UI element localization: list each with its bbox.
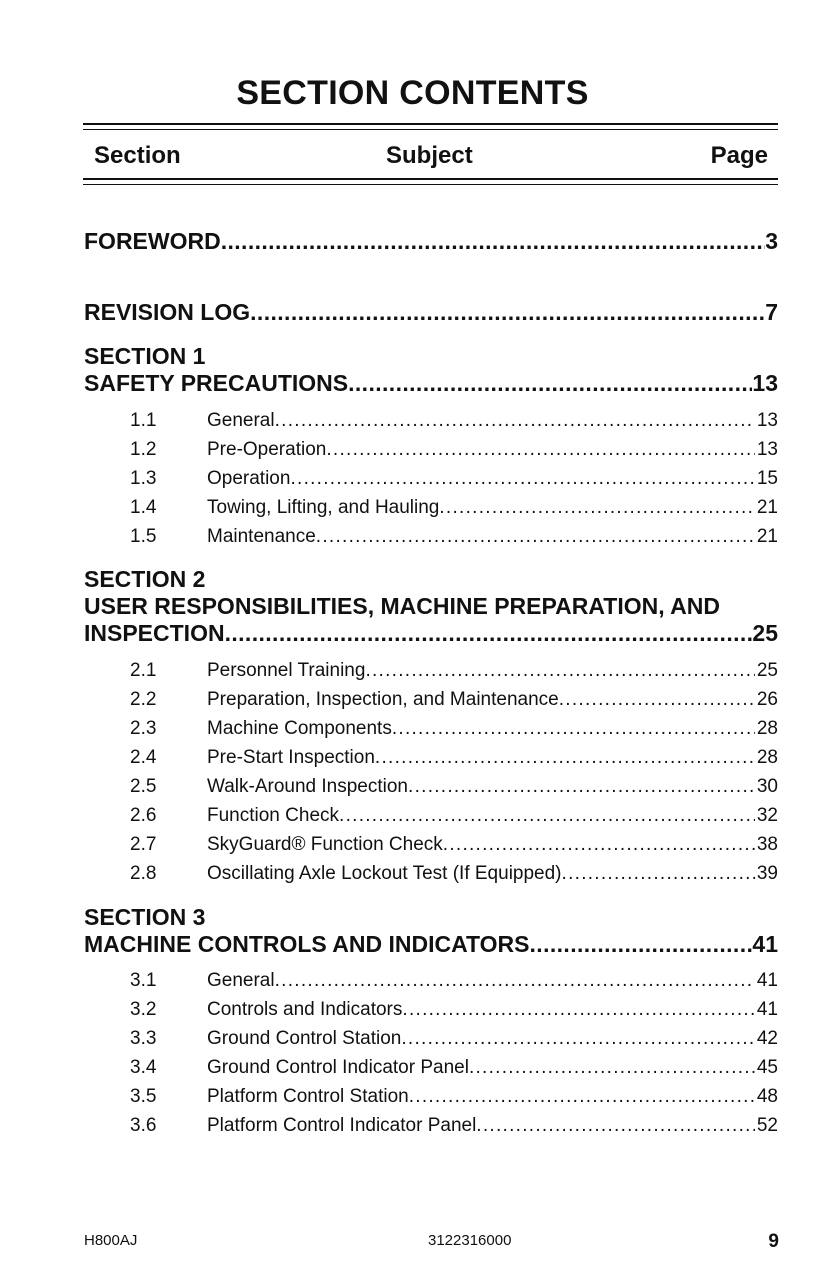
header-subject-label: Subject [386,142,473,169]
toc-subentry-label: Controls and Indicators [207,999,403,1020]
toc-entry-section-1[interactable] [84,370,778,397]
dot-leader [290,468,754,490]
dot-leader [275,410,755,432]
toc-entry-revision-log[interactable] [84,299,778,326]
dot-leader [401,1028,755,1050]
toc-subentry-page: 26 [756,689,778,710]
dot-leader [402,999,754,1021]
toc-subentry[interactable] [130,1028,778,1050]
toc-subentry-page: 42 [756,1028,778,1049]
toc-subentry-page: 13 [756,439,778,460]
dot-leader [476,1115,755,1137]
toc-subentry-number: 1.3 [130,468,157,489]
toc-subentry-label: Towing, Lifting, and Hauling [207,497,440,518]
dot-leader [365,660,754,682]
toc-subentry-label: General [207,410,275,431]
toc-entry-page: 41 [752,931,778,957]
toc-subentry-label: Maintenance [207,526,316,547]
toc-subentry[interactable] [130,497,778,519]
toc-subentry[interactable] [130,747,778,769]
toc-subentry-page: 48 [756,1086,778,1107]
toc-subentry-number: 2.8 [130,863,157,884]
toc-subentry-number: 3.5 [130,1086,157,1107]
toc-subentry-label: Operation [207,468,291,489]
toc-subentry[interactable] [130,410,778,432]
toc-entry-label: SAFETY PRECAUTIONS [84,370,349,396]
toc-subentry[interactable] [130,689,778,711]
toc-subentry-label: Function Check [207,805,340,826]
toc-subentry-label: Pre-Start Inspection [207,747,375,768]
toc-entry-label: INSPECTION [84,620,225,646]
header-page-label: Page [710,142,768,169]
toc-subentry-page: 28 [756,718,778,739]
footer-page-number: 9 [768,1231,779,1252]
toc-subentry-label: Platform Control Indicator Panel [207,1115,477,1136]
toc-subentry-number: 3.1 [130,970,157,991]
dot-leader [559,689,755,711]
dot-leader [443,834,755,856]
toc-subentry-number: 1.1 [130,410,157,431]
dot-leader [562,863,755,885]
toc-entry-label: FOREWORD [84,228,221,254]
footer-model: H800AJ [84,1232,138,1249]
toc-subentry-number: 2.5 [130,776,157,797]
toc-subentry[interactable] [130,805,778,827]
toc-entry-page: 25 [752,620,778,646]
toc-subentry-page: 30 [756,776,778,797]
toc-subentry[interactable] [130,1057,778,1079]
toc-subentry-label: Walk-Around Inspection [207,776,409,797]
toc-subentry[interactable] [130,863,778,885]
toc-subentry-page: 21 [756,497,778,518]
dot-leader [348,370,752,397]
toc-subentry-label: Oscillating Axle Lockout Test (If Equipped) [207,863,562,884]
toc-subentry-page: 38 [756,834,778,855]
dot-leader [375,747,755,769]
dot-leader [339,805,755,827]
toc-subentry-page: 41 [756,999,778,1020]
dot-leader [392,718,755,740]
toc-subentry-number: 2.6 [130,805,157,826]
dot-leader [439,497,754,519]
toc-subentry-label: Ground Control Indicator Panel [207,1057,469,1078]
toc-subentry-label: Pre-Operation [207,439,327,460]
toc-subentry-number: 1.4 [130,497,157,518]
toc-subentry-page: 45 [756,1057,778,1078]
toc-subentry[interactable] [130,1086,778,1108]
toc-entry-page: 7 [765,299,778,325]
toc-subentry-page: 52 [756,1115,778,1136]
toc-subentry-label: Personnel Training [207,660,366,681]
toc-subentry-page: 25 [756,660,778,681]
toc-subentry-number: 2.4 [130,747,157,768]
header-rule-top [83,123,778,130]
page-title: SECTION CONTENTS [236,74,589,112]
dot-leader [225,620,753,647]
toc-entry-page: 3 [765,228,778,254]
toc-subentry-number: 3.4 [130,1057,157,1078]
dot-leader [275,970,755,992]
toc-subentry-page: 28 [756,747,778,768]
toc-subentry-number: 1.2 [130,439,157,460]
toc-subentry-page: 41 [756,970,778,991]
toc-subentry-page: 21 [756,526,778,547]
toc-subentry[interactable] [130,1115,778,1137]
dot-leader [409,1086,755,1108]
toc-entry-label: REVISION LOG [84,299,251,325]
toc-subentry-number: 3.6 [130,1115,157,1136]
toc-subentry[interactable] [130,718,778,740]
section-title-line: USER RESPONSIBILITIES, MACHINE PREPARATION, AND [84,593,720,619]
section-heading: SECTION 1 [84,343,206,369]
section-heading: SECTION 3 [84,904,206,930]
toc-subentry-label: General [207,970,275,991]
dot-leader [250,299,765,326]
toc-subentry[interactable] [130,834,778,856]
header-section-label: Section [94,142,181,169]
toc-subentry-label: Platform Control Station [207,1086,409,1107]
footer-part-number: 3122316000 [428,1232,512,1249]
toc-subentry-label: Machine Components [207,718,392,739]
toc-subentry[interactable] [130,970,778,992]
toc-subentry[interactable] [130,468,778,490]
toc-subentry-label: Ground Control Station [207,1028,402,1049]
dot-leader [316,526,755,548]
toc-subentry-page: 32 [756,805,778,826]
toc-subentry-number: 2.2 [130,689,157,710]
dot-leader [469,1057,755,1079]
toc-subentry[interactable] [130,526,778,548]
toc-subentry-number: 1.5 [130,526,157,547]
toc-subentry-page: 13 [756,410,778,431]
header-rule-bottom [83,178,778,185]
toc-entry-foreword[interactable] [84,228,778,255]
dot-leader [408,776,755,798]
toc-subentry[interactable] [130,439,778,461]
dot-leader [530,931,753,958]
dot-leader [221,228,765,255]
toc-entry-section-3[interactable] [84,931,778,958]
toc-subentry-page: 39 [756,863,778,884]
toc-subentry-label: Preparation, Inspection, and Maintenance [207,689,559,710]
toc-entry-section-2[interactable] [84,620,778,647]
toc-subentry[interactable] [130,776,778,798]
toc-subentry[interactable] [130,999,778,1021]
section-heading: SECTION 2 [84,566,206,592]
toc-subentry-label: SkyGuard® Function Check [207,834,443,855]
toc-entry-label: MACHINE CONTROLS AND INDICATORS [84,931,530,957]
toc-entry-page: 13 [752,370,778,396]
dot-leader [326,439,755,461]
toc-subentry-number: 2.3 [130,718,157,739]
toc-subentry-number: 3.2 [130,999,157,1020]
toc-subentry-number: 3.3 [130,1028,157,1049]
toc-subentry[interactable] [130,660,778,682]
toc-subentry-page: 15 [756,468,778,489]
toc-subentry-number: 2.7 [130,834,157,855]
toc-subentry-number: 2.1 [130,660,157,681]
